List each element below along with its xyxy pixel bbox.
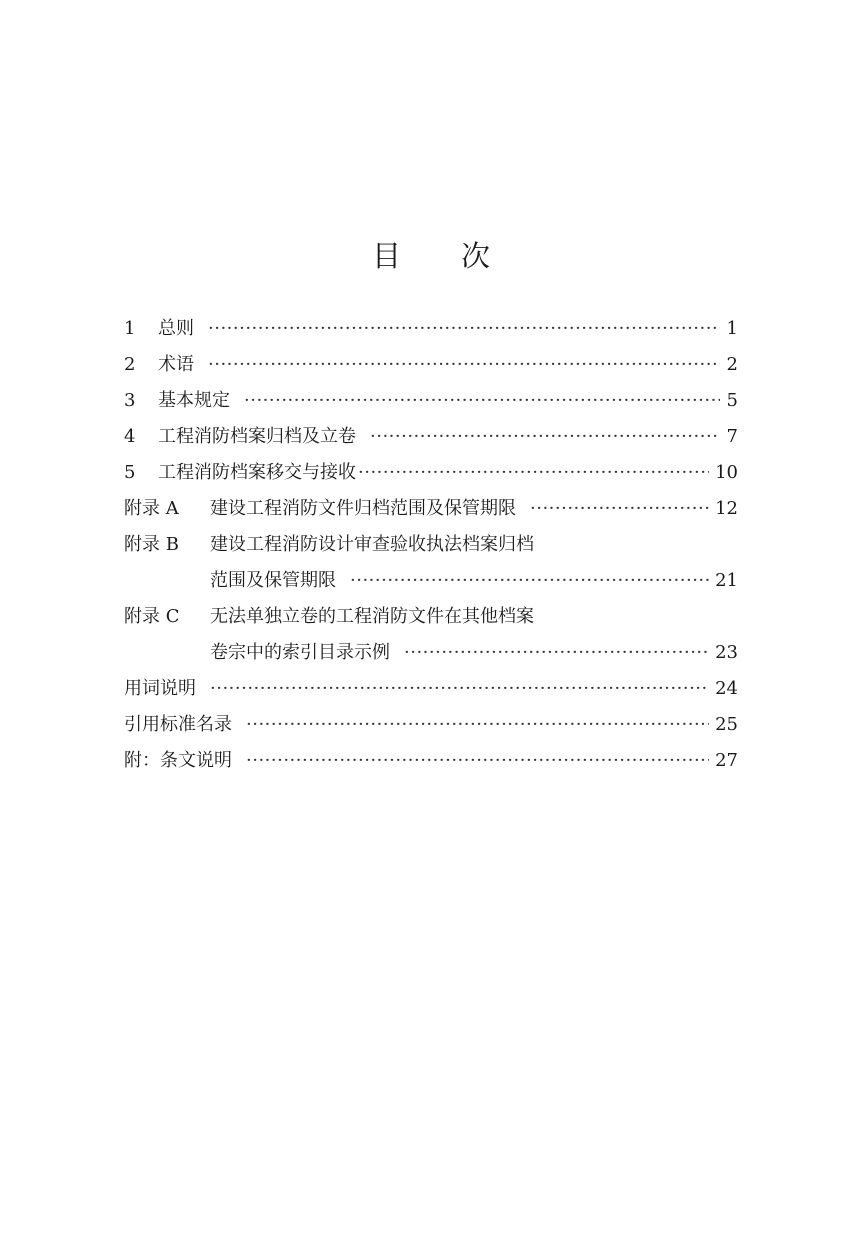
entry-label: 建设工程消防设计审查验收执法档案归档 (210, 534, 534, 555)
entry-label: 引用标准名录 (124, 714, 232, 735)
entry-page: 5 (726, 390, 738, 411)
toc-appendix-c[interactable] (124, 599, 738, 635)
entry-number: 3 (124, 390, 136, 411)
entry-label: 工程消防档案移交与接收 (158, 462, 356, 483)
entry-label: 基本规定 (158, 390, 230, 411)
dot-leader (246, 743, 709, 779)
entry-page: 25 (715, 714, 738, 735)
toc-clause-explanation[interactable] (124, 743, 738, 779)
entry-number: 5 (124, 462, 136, 483)
toc-entry-5[interactable] (124, 455, 738, 491)
entry-label: 无法单独立卷的工程消防文件在其他档案 (210, 606, 534, 627)
dot-leader (244, 383, 720, 419)
entry-page: 27 (715, 750, 738, 771)
entry-label: 建设工程消防文件归档范围及保管期限 (210, 498, 516, 519)
dot-leader (246, 707, 709, 743)
toc-list (124, 311, 738, 779)
dot-leader (370, 419, 720, 455)
entry-label: 总则 (158, 318, 194, 339)
toc-entry-1[interactable] (124, 311, 738, 347)
appendix-prefix: 附录 B (124, 534, 179, 555)
toc-appendix-b-cont[interactable] (124, 563, 738, 599)
toc-entry-4[interactable] (124, 419, 738, 455)
dot-leader (350, 563, 709, 599)
toc-referenced-standards[interactable] (124, 707, 738, 743)
toc-usage-notes[interactable] (124, 671, 738, 707)
entry-page: 7 (726, 426, 738, 447)
entry-label: 工程消防档案归档及立卷 (158, 426, 356, 447)
entry-page: 2 (726, 354, 738, 375)
entry-page: 10 (715, 462, 738, 483)
entry-page: 12 (715, 498, 738, 519)
entry-label: 术语 (158, 354, 194, 375)
appendix-prefix: 附录 A (124, 498, 179, 519)
toc-appendix-a[interactable] (124, 491, 738, 527)
entry-number: 1 (124, 318, 136, 339)
appendix-prefix: 附录 C (124, 606, 180, 627)
dot-leader (404, 635, 709, 671)
toc-entry-3[interactable] (124, 383, 738, 419)
title-char-2: 次 (461, 238, 491, 273)
entry-number: 2 (124, 354, 136, 375)
entry-number: 4 (124, 426, 136, 447)
toc-entry-2[interactable] (124, 347, 738, 383)
entry-page: 21 (715, 570, 738, 591)
dot-leader (208, 347, 720, 383)
entry-label: 附：条文说明 (124, 750, 232, 771)
dot-leader (210, 671, 709, 707)
dot-leader (530, 491, 709, 527)
entry-label: 用词说明 (124, 678, 196, 699)
title-char-1: 目 (371, 238, 401, 273)
dot-leader (358, 455, 709, 491)
dot-leader (208, 311, 720, 347)
entry-page: 23 (715, 642, 738, 663)
entry-page: 24 (715, 678, 738, 699)
toc-appendix-b[interactable] (124, 527, 738, 563)
entry-page: 1 (726, 318, 738, 339)
page-title (0, 232, 862, 276)
entry-label-continued: 卷宗中的索引目录示例 (210, 642, 390, 663)
entry-label-continued: 范围及保管期限 (210, 570, 336, 591)
toc-appendix-c-cont[interactable] (124, 635, 738, 671)
